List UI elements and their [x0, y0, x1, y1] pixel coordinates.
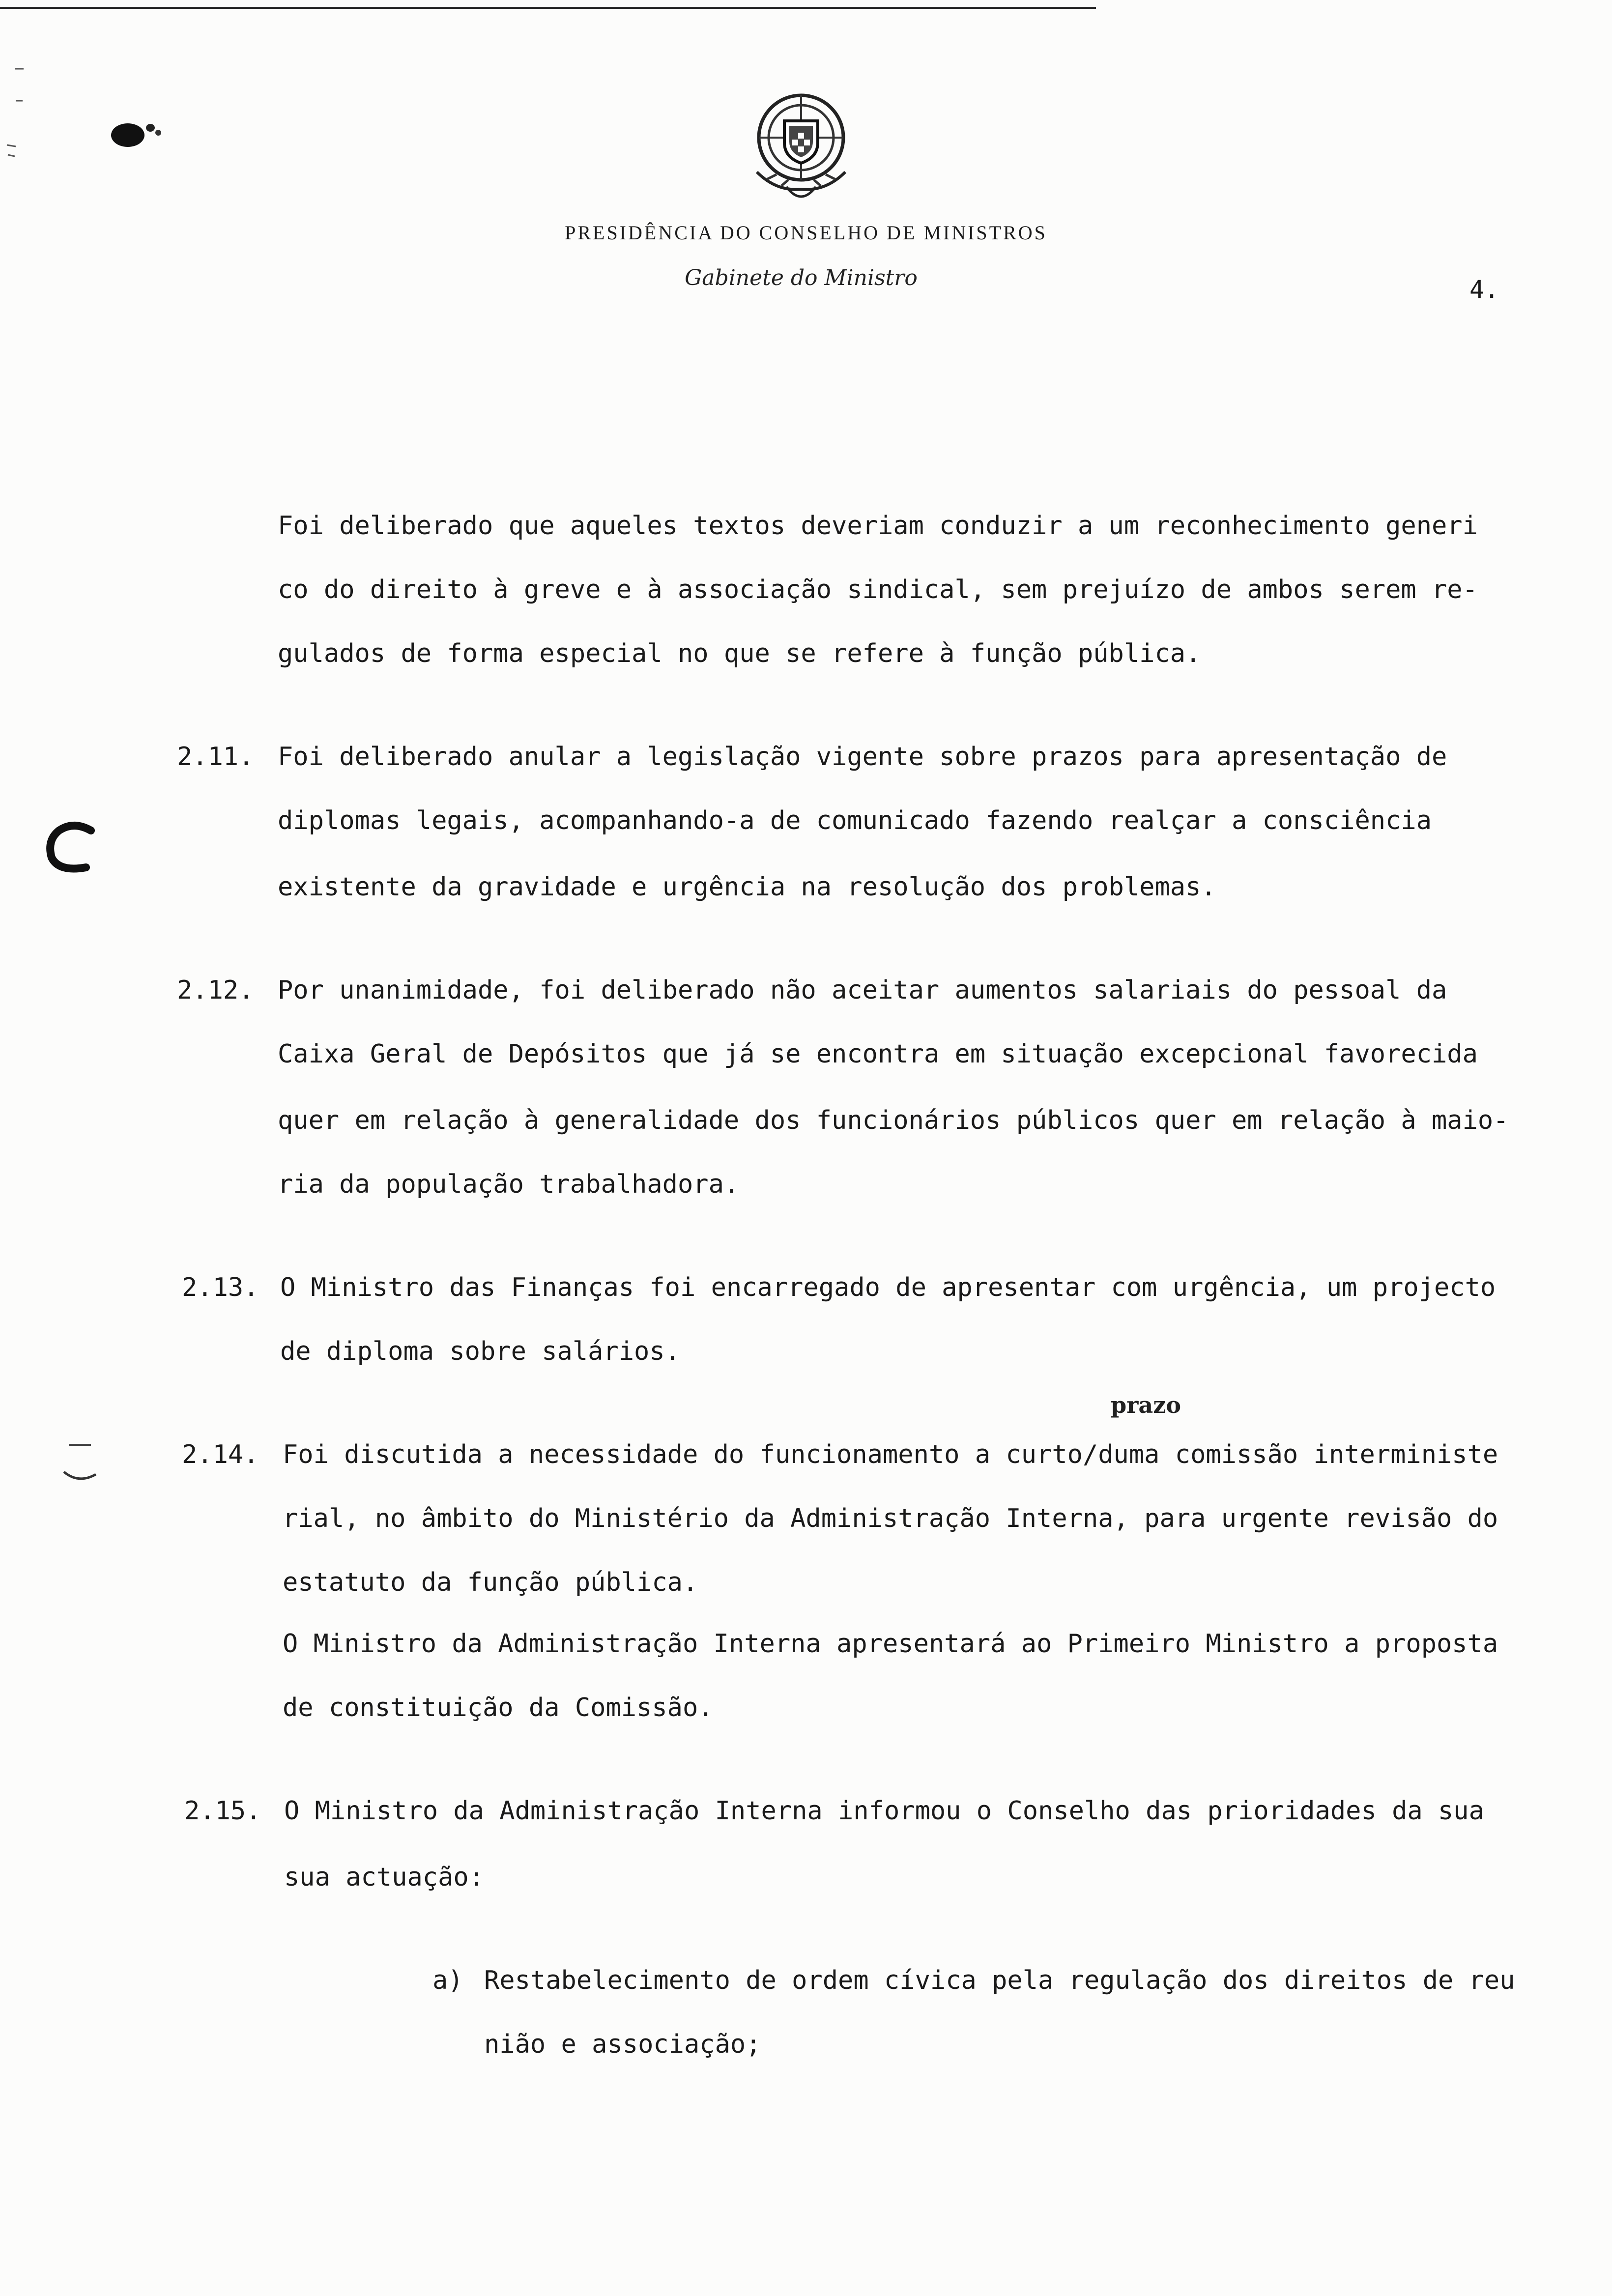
text-line: gulados de forma especial no que se refere à função pública.: [278, 639, 1201, 668]
item-number: 2.14.: [182, 1440, 259, 1469]
text-line: existente da gravidade e urgência na resolução dos problemas.: [278, 872, 1216, 902]
handwritten-annotation: prazo: [1111, 1392, 1181, 1418]
text-line: diplomas legais, acompanhando-a de comunicado fazendo realçar a consciência: [278, 806, 1432, 835]
item-number: 2.15.: [184, 1796, 261, 1826]
text-line: co do direito à greve e à associação sindical, sem prejuízo de ambos serem re-: [278, 575, 1478, 604]
text-line: Restabelecimento de ordem cívica pela regulação dos direitos de reu: [484, 1966, 1515, 1995]
text-line: ria da população trabalhadora.: [278, 1170, 740, 1199]
text-line: quer em relação à generalidade dos funcionários públicos quer em relação à maio-: [278, 1106, 1509, 1135]
text-line: Por unanimidade, foi deliberado não aceitar aumentos salariais do pessoal da: [278, 976, 1447, 1005]
text-line: rial, no âmbito do Ministério da Administração Interna, para urgente revisão do: [283, 1504, 1498, 1533]
page-number: 4.: [1469, 275, 1499, 304]
text-line: nião e associação;: [484, 2030, 761, 2059]
text-line: sua actuação:: [284, 1863, 484, 1892]
text-line: de diploma sobre salários.: [280, 1337, 680, 1366]
text-line: O Ministro da Administração Interna apresentará ao Primeiro Ministro a proposta: [283, 1629, 1498, 1659]
coat-of-arms-emblem-icon: [737, 88, 865, 211]
text-line: estatuto da função pública.: [283, 1568, 698, 1597]
ink-blot-icon: [103, 113, 167, 152]
text-line: Foi deliberado que aqueles textos deveriam conduzir a um reconhecimento generi: [278, 511, 1478, 541]
hole-punch-mark: [54, 1435, 103, 1504]
text-line: O Ministro da Administração Interna informou o Conselho das prioridades da sua: [284, 1796, 1484, 1826]
text-line: O Ministro das Finanças foi encarregado de apresentar com urgência, um projecto: [280, 1273, 1496, 1302]
text-line: Foi deliberado anular a legislação vigente sobre prazos para apresentação de: [278, 742, 1447, 772]
item-number: 2.12.: [177, 976, 254, 1005]
item-number: 2.13.: [182, 1273, 259, 1302]
text-line: Caixa Geral de Depósitos que já se encontra em situação excepcional favorecida: [278, 1039, 1478, 1069]
item-number: 2.11.: [177, 742, 254, 772]
header-title: PRESIDÊNCIA DO CONSELHO DE MINISTROS: [565, 222, 1047, 244]
subitem-label: a): [432, 1966, 463, 1995]
hole-punch-mark: [39, 816, 103, 880]
top-rule: [0, 7, 1096, 9]
header-subtitle: Gabinete do Ministro: [685, 265, 918, 290]
text-line: Foi discutida a necessidade do funcionamento a curto/duma comissão interministe: [283, 1440, 1498, 1469]
text-line: de constituição da Comissão.: [283, 1693, 714, 1722]
margin-marks: [5, 59, 34, 182]
